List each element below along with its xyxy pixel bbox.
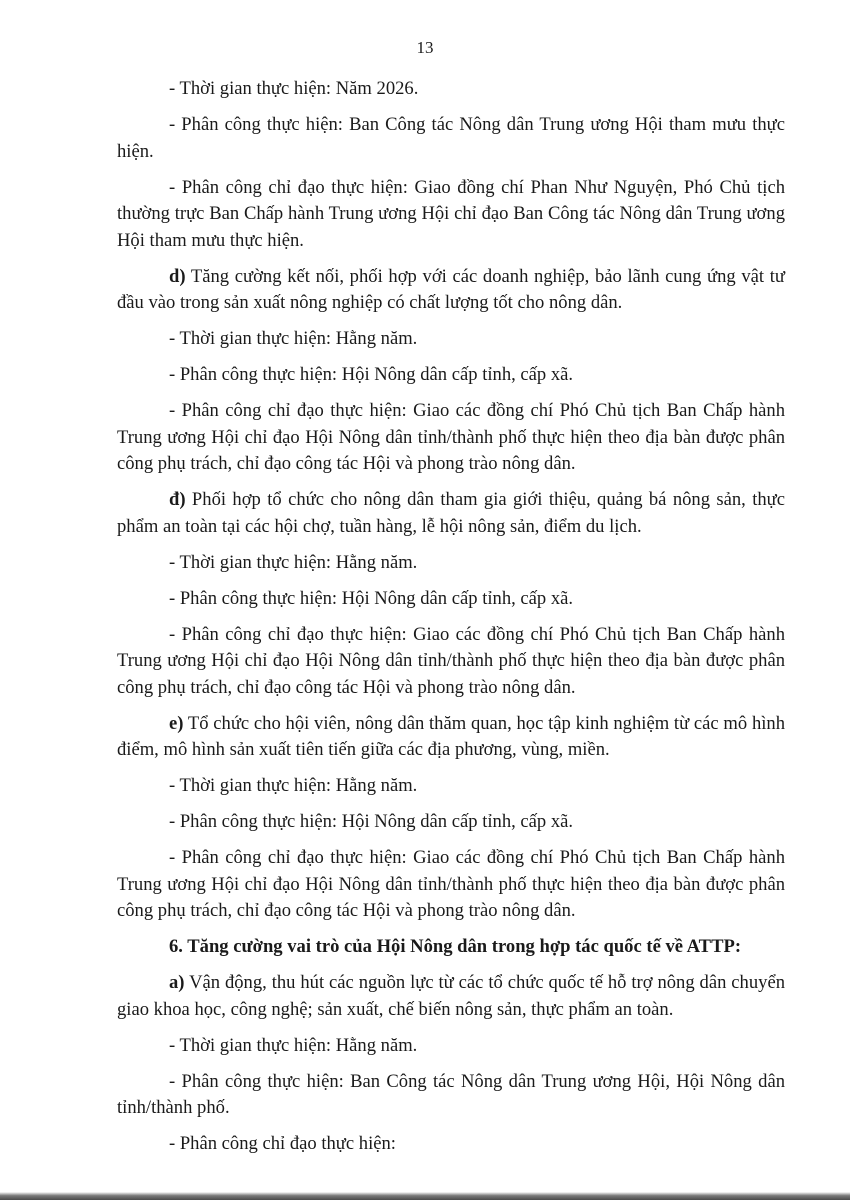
paragraph-text: - Thời gian thực hiện: Hằng năm. [169, 1034, 418, 1056]
paragraph-text: Tăng cường kết nối, phối hợp với các doanh nghiệp, bảo lãnh cung ứng vật tư đầu vào trong sản xuất nông nghiệp có chất lượng tốt cho nông dân. [117, 265, 785, 313]
paragraph-direction [117, 175, 785, 255]
paragraph-direction [117, 845, 785, 925]
paragraph-text: - Phân công thực hiện: Hội Nông dân cấp tỉnh, cấp xã. [169, 364, 574, 385]
paragraph-text: - Phân công thực hiện: Ban Công tác Nông dân Trung ương Hội, Hội Nông dân tỉnh/thành phố. [117, 1070, 785, 1118]
paragraph-assignment [117, 112, 785, 165]
paragraph-time [117, 773, 785, 800]
paragraph-time [117, 1033, 785, 1060]
paragraph-item-a [117, 970, 785, 1023]
paragraph-text: - Thời gian thực hiện: Năm 2026. [169, 78, 419, 99]
paragraph-item-e [117, 711, 785, 764]
paragraph-item-d [117, 264, 785, 317]
paragraph-text: - Phân công chỉ đạo thực hiện: Giao đồng chí Phan Như Nguyện, Phó Chủ tịch thường trực Ban Chấp hành Trung ương Hội chỉ đạo Ban Công tác Nông dân Trung ương Hội tham mưu thực hiện. [117, 176, 785, 251]
document-body [117, 76, 785, 1167]
paragraph-assignment [117, 362, 785, 389]
paragraph-text: Phối hợp tổ chức cho nông dân tham gia giới thiệu, quảng bá nông sản, thực phẩm an toàn tại các hội chợ, tuần hàng, lễ hội nông sản, điểm du lịch. [117, 489, 785, 537]
item-label: đ) [169, 489, 186, 510]
paragraph-assignment [117, 1069, 785, 1122]
paragraph-text: - Thời gian thực hiện: Hằng năm. [169, 328, 418, 349]
paragraph-item-dd [117, 487, 785, 540]
paragraph-time [117, 326, 785, 353]
paragraph-assignment [117, 586, 785, 613]
paragraph-text: - Phân công thực hiện: Hội Nông dân cấp tỉnh, cấp xã. [169, 811, 574, 832]
section-heading-text: 6. Tăng cường vai trò của Hội Nông dân trong hợp tác quốc tế về ATTP: [169, 936, 742, 957]
paragraph-text: - Phân công chỉ đạo thực hiện: Giao các đồng chí Phó Chủ tịch Ban Chấp hành Trung ương Hội chỉ đạo Hội Nông dân tỉnh/thành phố thực hiện theo địa bàn được phân công phụ trách, chỉ đạo công tác Hội và phong trào nông dân. [117, 623, 785, 698]
paragraph-text: - Phân công chỉ đạo thực hiện: Giao các đồng chí Phó Chủ tịch Ban Chấp hành Trung ương Hội chỉ đạo Hội Nông dân tỉnh/thành phố thực hiện theo địa bàn được phân công phụ trách, chỉ đạo công tác Hội và phong trào nông dân. [117, 847, 785, 921]
paragraph-text: - Phân công chỉ đạo thực hiện: [169, 1133, 396, 1154]
section-heading [117, 934, 785, 961]
paragraph-direction [117, 398, 785, 478]
item-label: d) [169, 265, 186, 287]
paragraph-direction [117, 622, 785, 702]
paragraph-time [117, 76, 785, 103]
paragraph-text: Tổ chức cho hội viên, nông dân thăm quan, học tập kinh nghiệm từ các mô hình điểm, mô hình sản xuất tiên tiến giữa các địa phương, vùng, miền. [117, 712, 785, 760]
paragraph-time [117, 550, 785, 577]
item-label: e) [169, 712, 184, 734]
paragraph-assignment [117, 809, 785, 836]
paragraph-text: Vận động, thu hút các nguồn lực từ các tổ chức quốc tế hỗ trợ nông dân chuyển giao khoa học, công nghệ; sản xuất, chế biến nông sản, thực phẩm an toàn. [117, 972, 785, 1020]
item-label: a) [169, 972, 185, 993]
paragraph-text: - Thời gian thực hiện: Hằng năm. [169, 551, 418, 573]
paragraph-text: - Thời gian thực hiện: Hằng năm. [169, 775, 418, 796]
paragraph-text: - Phân công thực hiện: Ban Công tác Nông dân Trung ương Hội tham mưu thực hiện. [117, 114, 785, 162]
scan-bottom-edge [0, 1192, 850, 1200]
page-number: 13 [416, 38, 434, 57]
paragraph-text: - Phân công thực hiện: Hội Nông dân cấp tỉnh, cấp xã. [169, 587, 574, 609]
paragraph-direction [117, 1131, 785, 1158]
paragraph-text: - Phân công chỉ đạo thực hiện: Giao các đồng chí Phó Chủ tịch Ban Chấp hành Trung ương Hội chỉ đạo Hội Nông dân tỉnh/thành phố thực hiện theo địa bàn được phân công phụ trách, chỉ đạo công tác Hội và phong trào nông dân. [117, 400, 785, 474]
